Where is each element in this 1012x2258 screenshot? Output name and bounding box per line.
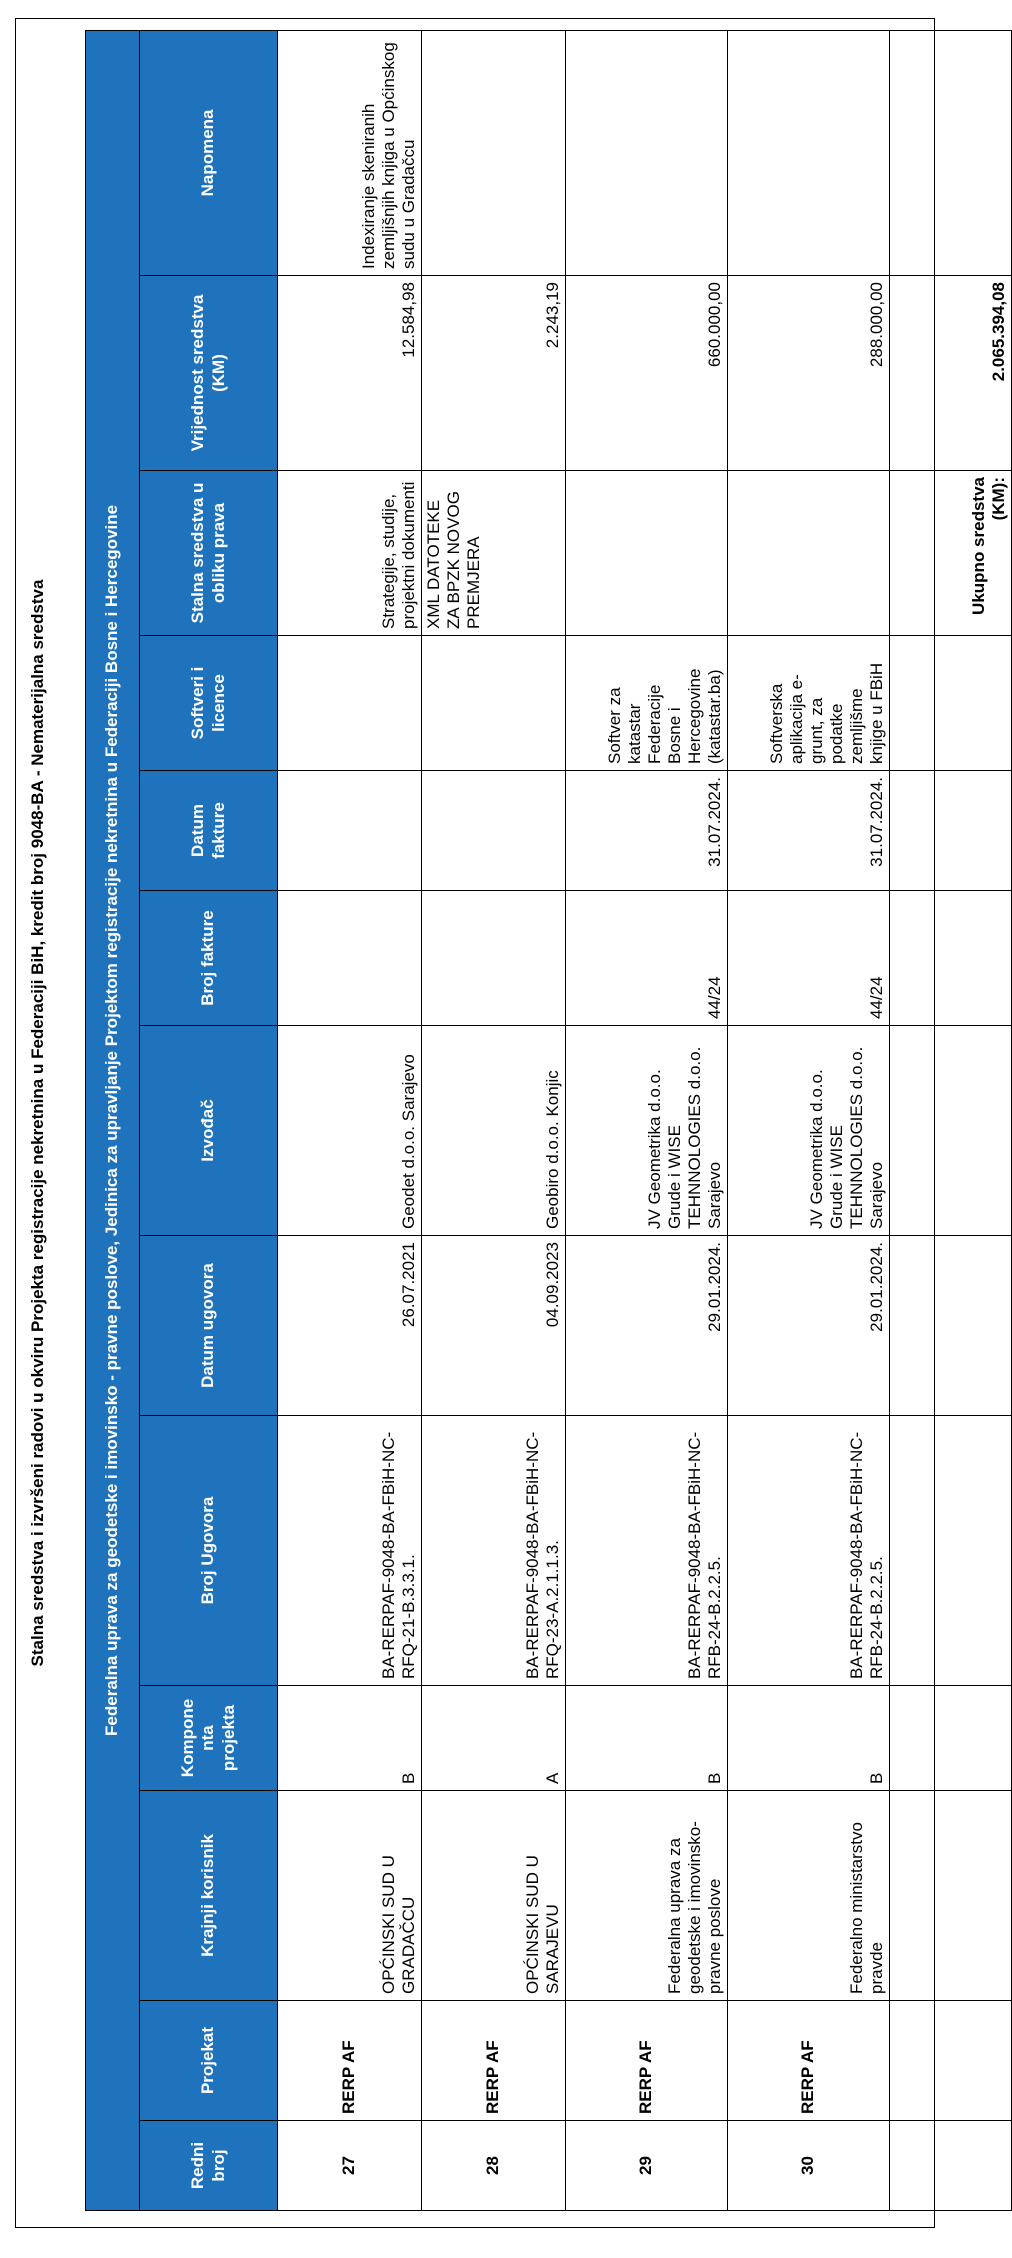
cell-broj-ugovora: BA-RERPAF-9048-BA-FBiH-NC-RFB-24-B.2.2.5.: [728, 1416, 890, 1686]
cell-izvodjac: JV Geometrika d.o.o. Grude i WISE TEHNNOLOGIES d.o.o. Sarajevo: [728, 1026, 890, 1236]
empty-cell: [890, 1791, 1012, 2001]
col-header-datum-fakture: Datum fakture: [140, 771, 278, 891]
cell-softveri: Softverska aplikacija e-grunt, za podatke zemljišme knjige u FBiH: [728, 636, 890, 771]
cell-napomena: Indexiranje skeniranih zemljišnjih knjiga u Općinskog sudu u Gradačcu: [278, 30, 422, 275]
organization-header-row: [86, 30, 140, 2210]
assets-table: [85, 30, 1012, 2211]
empty-cell: [890, 1686, 1012, 1791]
cell-datum-ugovora: 29.01.2024.: [728, 1236, 890, 1416]
cell-korisnik: OPĆINSKI SUD U SARAJEVU: [422, 1791, 566, 2001]
cell-softveri: [278, 636, 422, 771]
cell-projekat: RERP AF: [278, 2001, 422, 2121]
total-row: [890, 30, 1012, 2210]
empty-cell: [890, 2001, 1012, 2121]
cell-projekat: RERP AF: [728, 2001, 890, 2121]
cell-napomena: [566, 30, 728, 275]
empty-cell: [890, 891, 1012, 1026]
col-header-projekat: Projekat: [140, 2001, 278, 2121]
organization-header: Federalna uprava za geodetske i imovinsko - pravne poslove, Jedinica za upravljanje Projektom registracije nekretnina u Federaciji Bosne i Hercegovine: [86, 30, 140, 2210]
col-header-prava: Stalna sredstva u obliku prava: [140, 471, 278, 636]
cell-vrijednost: 12.584,98: [278, 276, 422, 471]
total-label: Ukupno sredstva (KM):: [890, 471, 1012, 636]
column-header-row: [140, 30, 278, 2210]
cell-izvodjac: Geobiro d.o.o. Konjic: [422, 1026, 566, 1236]
cell-redni-broj: 29: [566, 2121, 728, 2211]
cell-datum-fakture: 31.07.2024.: [728, 771, 890, 891]
empty-cell: [890, 1026, 1012, 1236]
cell-datum-fakture: 31.07.2024.: [566, 771, 728, 891]
cell-korisnik: Federalno ministarstvo pravde: [728, 1791, 890, 2001]
cell-broj-ugovora: BA-RERPAF-9048-BA-FBiH-NC-RFB-24-B.2.2.5.: [566, 1416, 728, 1686]
empty-cell: [890, 30, 1012, 275]
cell-softveri: [422, 636, 566, 771]
cell-broj-fakture: 44/24: [728, 891, 890, 1026]
col-header-broj-ugovora: Broj Ugovora: [140, 1416, 278, 1686]
col-header-softveri: Softveri i licence: [140, 636, 278, 771]
empty-cell: [890, 636, 1012, 771]
col-header-napomena: Napomena: [140, 30, 278, 275]
cell-datum-ugovora: 26.07.2021: [278, 1236, 422, 1416]
empty-cell: [890, 771, 1012, 891]
table-row: [278, 30, 422, 2210]
cell-broj-ugovora: BA-RERPAF-9048-BA-FBiH-NC-RFQ-21-B.3.3.1.: [278, 1416, 422, 1686]
cell-redni-broj: 27: [278, 2121, 422, 2211]
cell-komponenta: B: [728, 1686, 890, 1791]
cell-prava: XML DATOTEKE ZA BPZK NOVOG PREMJERA: [422, 471, 566, 636]
cell-napomena: [422, 30, 566, 275]
cell-vrijednost: 2.243,19: [422, 276, 566, 471]
cell-broj-fakture: [422, 891, 566, 1026]
empty-cell: [890, 2121, 1012, 2211]
cell-komponenta: B: [566, 1686, 728, 1791]
table-row: [728, 30, 890, 2210]
cell-prava: [566, 471, 728, 636]
document-title: Stalna sredstva i izvršeni radovi u okviru Projekta registracije nekretnina u Federaciji BiH, kredit broj 9048-BA - Nematerijalna sredstva: [28, 579, 47, 1667]
cell-broj-fakture: 44/24: [566, 891, 728, 1026]
cell-redni-broj: 28: [422, 2121, 566, 2211]
cell-izvodjac: JV Geometrika d.o.o. Grude i WISE TEHNNOLOGIES d.o.o. Sarajevo: [566, 1026, 728, 1236]
cell-vrijednost: 660.000,00: [566, 276, 728, 471]
cell-komponenta: A: [422, 1686, 566, 1791]
cell-datum-fakture: [278, 771, 422, 891]
cell-korisnik: Federalna uprava za geodetske i imovinsko-pravne poslove: [566, 1791, 728, 2001]
cell-datum-fakture: [422, 771, 566, 891]
col-header-izvodjac: Izvođač: [140, 1026, 278, 1236]
cell-datum-ugovora: 04.09.2023: [422, 1236, 566, 1416]
col-header-broj-fakture: Broj fakture: [140, 891, 278, 1026]
col-header-datum-ugovora: Datum ugovora: [140, 1236, 278, 1416]
total-value: 2.065.394,08: [890, 276, 1012, 471]
table-row: [566, 30, 728, 2210]
cell-napomena: [728, 30, 890, 275]
cell-prava: Strategije, studije, projektni dokumenti: [278, 471, 422, 636]
cell-datum-ugovora: 29.01.2024.: [566, 1236, 728, 1416]
cell-prava: [728, 471, 890, 636]
cell-broj-fakture: [278, 891, 422, 1026]
cell-softveri: Softver za katastar Federacije Bosne i Hercegovine (katastar.ba): [566, 636, 728, 771]
cell-komponenta: B: [278, 1686, 422, 1791]
empty-cell: [890, 1236, 1012, 1416]
cell-redni-broj: 30: [728, 2121, 890, 2211]
col-header-redni-broj: Redni broj: [140, 2121, 278, 2211]
cell-izvodjac: Geodet d.o.o. Sarajevo: [278, 1026, 422, 1236]
cell-projekat: RERP AF: [422, 2001, 566, 2121]
cell-broj-ugovora: BA-RERPAF-9048-BA-FBiH-NC-RFQ-23-A.2.1.1.3.: [422, 1416, 566, 1686]
cell-projekat: RERP AF: [566, 2001, 728, 2121]
col-header-krajnji-korisnik: Krajnji korisnik: [140, 1791, 278, 2001]
col-header-vrijednost: Vrijednost sredstva (KM): [140, 276, 278, 471]
empty-cell: [890, 1416, 1012, 1686]
col-header-komponenta: Kompone nta projekta: [140, 1686, 278, 1791]
cell-vrijednost: 288.000,00: [728, 276, 890, 471]
cell-korisnik: OPĆINSKI SUD U GRADAČCU: [278, 1791, 422, 2001]
table-row: [422, 30, 566, 2210]
